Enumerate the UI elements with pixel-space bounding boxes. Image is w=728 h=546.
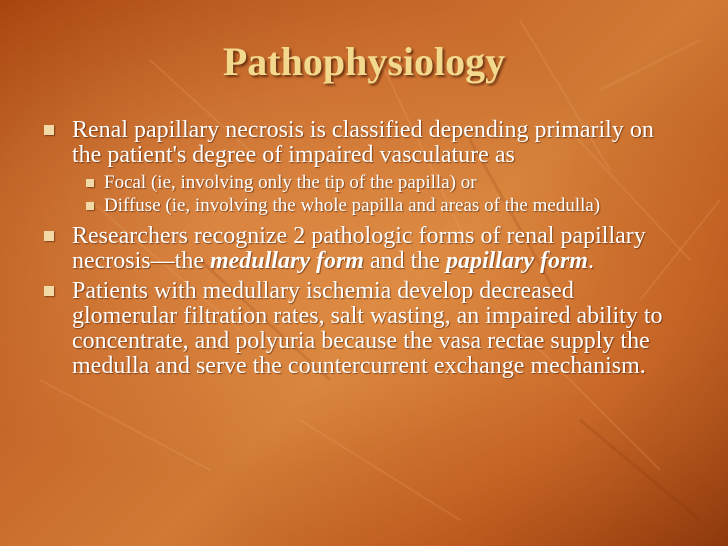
bullet-text: Renal papillary necrosis is classified depending primarily on the patient's degree of impaired vasculature as	[72, 117, 654, 168]
sub-bullet-text: Focal (ie, involving only the tip of the papilla) or	[104, 172, 477, 193]
square-bullet-icon	[44, 286, 54, 296]
sub-bullet-item-1	[86, 173, 684, 193]
bullet-item-2	[44, 224, 684, 274]
sub-bullet-item-2	[86, 196, 684, 216]
sub-bullet-text: Diffuse (ie, involving the whole papilla and areas of the medulla)	[104, 195, 601, 216]
bullet-text-start: Researchers recognize 2 pathologic forms of renal papillary necrosis—the	[72, 223, 646, 274]
medullary-form-term: medullary form	[209, 248, 364, 274]
bullet-text-middle: and the	[363, 248, 446, 274]
bullet-text: Patients with medullary ischemia develop decreased glomerular filtration rates, salt wasting, an impaired ability to concentrate, and polyuria because the vasa rectae supply the medulla and serve the countercurrent exchange mechanism.	[72, 278, 663, 379]
papillary-form-term: papillary form	[445, 248, 588, 274]
bullet-text-end: .	[587, 248, 594, 274]
bullet-item-3	[44, 279, 684, 379]
bullet-list	[44, 118, 684, 384]
slide-title: Pathophysiology	[222, 39, 506, 84]
square-bullet-icon	[44, 231, 54, 241]
square-bullet-icon	[44, 125, 54, 135]
square-bullet-icon	[86, 179, 94, 187]
square-bullet-icon	[86, 202, 94, 210]
bullet-item-1	[44, 118, 684, 168]
